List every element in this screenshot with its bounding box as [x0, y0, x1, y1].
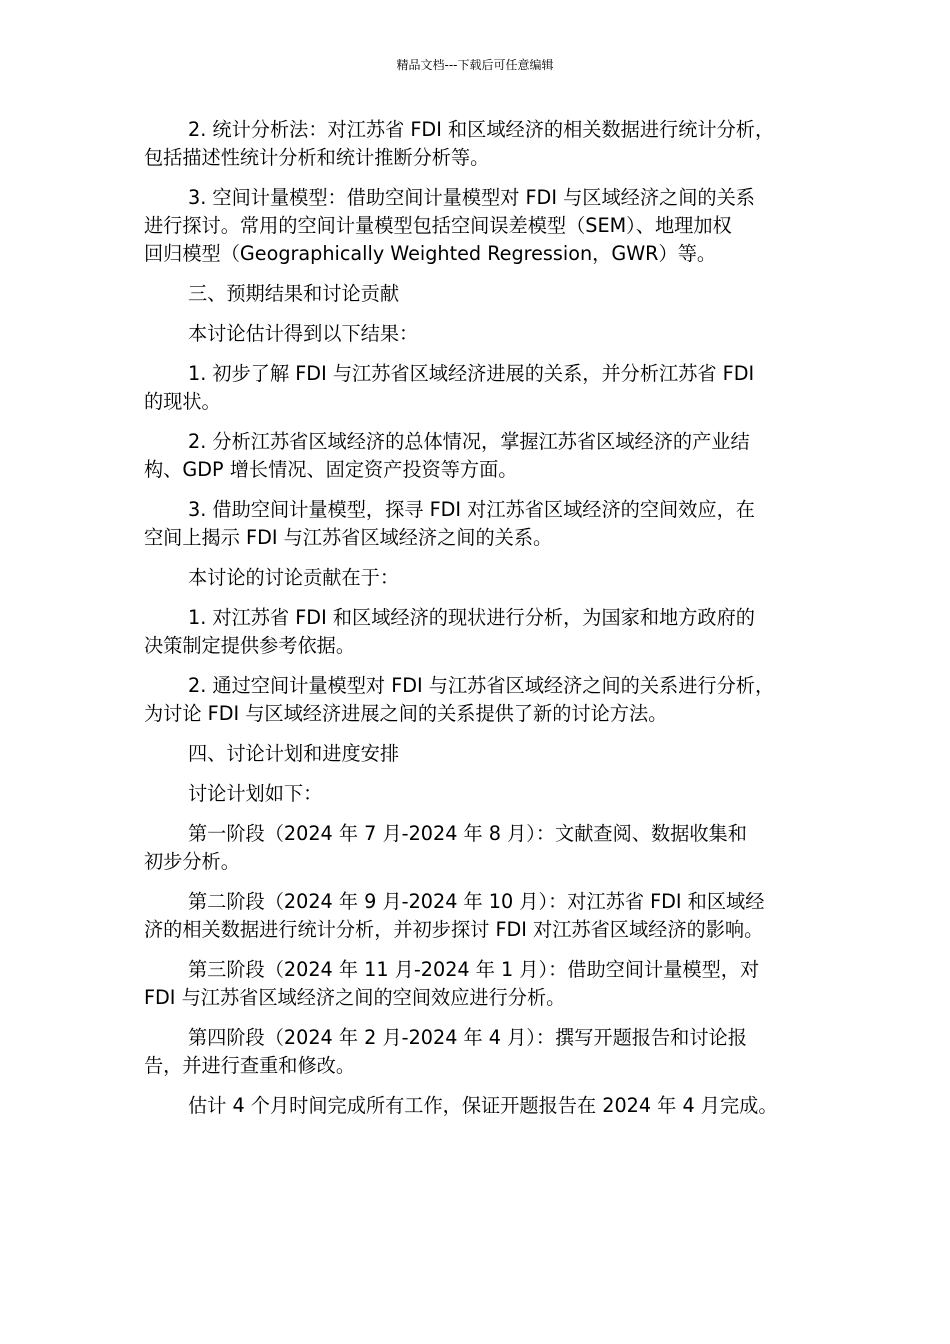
paragraph-line: 包括描述性统计分析和统计推断分析等。 — [144, 146, 490, 169]
paragraph-line: 讨论计划如下： — [188, 782, 323, 805]
paragraph-line: 估计 4 个月时间完成所有工作，保证开题报告在 2024 年 4 月完成。 — [188, 1094, 778, 1117]
paragraph — [144, 780, 810, 808]
paragraph-line: 进行探讨。常用的空间计量模型包括空间误差模型（SEM）、地理加权 — [144, 214, 732, 237]
paragraph — [144, 184, 810, 268]
paragraph-line: 空间上揭示 FDI 与江苏省区域经济之间的关系。 — [144, 526, 553, 549]
paragraph-line: 告，并进行查重和修改。 — [144, 1054, 356, 1077]
paragraph-line: 第一阶段（2024 年 7 月-2024 年 8 月）：文献查阅、数据收集和 — [188, 822, 747, 845]
document-body — [144, 116, 810, 1132]
paragraph-line: 第四阶段（2024 年 2 月-2024 年 4 月）：撰写开题报告和讨论报 — [188, 1026, 747, 1049]
paragraph — [144, 116, 810, 172]
paragraph-line: 初步分析。 — [144, 850, 240, 873]
paragraph-line: 济的相关数据进行统计分析，并初步探讨 FDI 对江苏省区域经济的影响。 — [144, 918, 764, 941]
paragraph — [144, 1092, 810, 1120]
paragraph — [144, 564, 810, 592]
paragraph-line: 的现状。 — [144, 390, 221, 413]
paragraph — [144, 604, 810, 660]
paragraph-line: 回归模型（Geographically Weighted Regression，GWR）等。 — [144, 242, 717, 265]
paragraph-line: 决策制定提供参考依据。 — [144, 634, 356, 657]
paragraph — [144, 672, 810, 728]
paragraph-line: 本讨论估计得到以下结果： — [188, 322, 419, 345]
paragraph — [144, 956, 810, 1012]
paragraph — [144, 496, 810, 552]
paragraph-line: 3. 空间计量模型：借助空间计量模型对 FDI 与区域经济之间的关系 — [188, 186, 755, 209]
paragraph — [144, 1024, 810, 1080]
paragraph-line: 1. 初步了解 FDI 与江苏省区域经济进展的关系，并分析江苏省 FDI — [188, 362, 755, 385]
paragraph — [144, 888, 810, 944]
paragraph-line: 3. 借助空间计量模型，探寻 FDI 对江苏省区域经济的空间效应，在 — [188, 498, 755, 521]
page-header: 精品文档---下载后可任意编辑 — [396, 58, 554, 72]
paragraph — [144, 320, 810, 348]
paragraph — [144, 360, 810, 416]
paragraph — [144, 740, 810, 768]
paragraph — [144, 280, 810, 308]
paragraph — [144, 820, 810, 876]
paragraph-line: 2. 统计分析法：对江苏省 FDI 和区域经济的相关数据进行统计分析， — [188, 118, 775, 141]
paragraph — [144, 428, 810, 484]
paragraph-line: 第三阶段（2024 年 11 月-2024 年 1 月）：借助空间计量模型，对 — [188, 958, 760, 981]
paragraph-line: 三、预期结果和讨论贡献 — [188, 282, 400, 305]
paragraph-line: 构、GDP 增长情况、固定资产投资等方面。 — [144, 458, 518, 481]
paragraph-line: 第二阶段（2024 年 9 月-2024 年 10 月）：对江苏省 FDI 和区域经 — [188, 890, 765, 913]
paragraph-line: 四、讨论计划和进度安排 — [188, 742, 400, 765]
paragraph-line: 为讨论 FDI 与区域经济进展之间的关系提供了新的讨论方法。 — [144, 702, 668, 725]
paragraph-line: 2. 通过空间计量模型对 FDI 与江苏省区域经济之间的关系进行分析， — [188, 674, 775, 697]
paragraph-line: 2. 分析江苏省区域经济的总体情况，掌握江苏省区域经济的产业结 — [188, 430, 750, 453]
paragraph-line: FDI 与江苏省区域经济之间的空间效应进行分析。 — [144, 986, 566, 1009]
paragraph-line: 本讨论的讨论贡献在于： — [188, 566, 400, 589]
paragraph-line: 1. 对江苏省 FDI 和区域经济的现状进行分析，为国家和地方政府的 — [188, 606, 755, 629]
